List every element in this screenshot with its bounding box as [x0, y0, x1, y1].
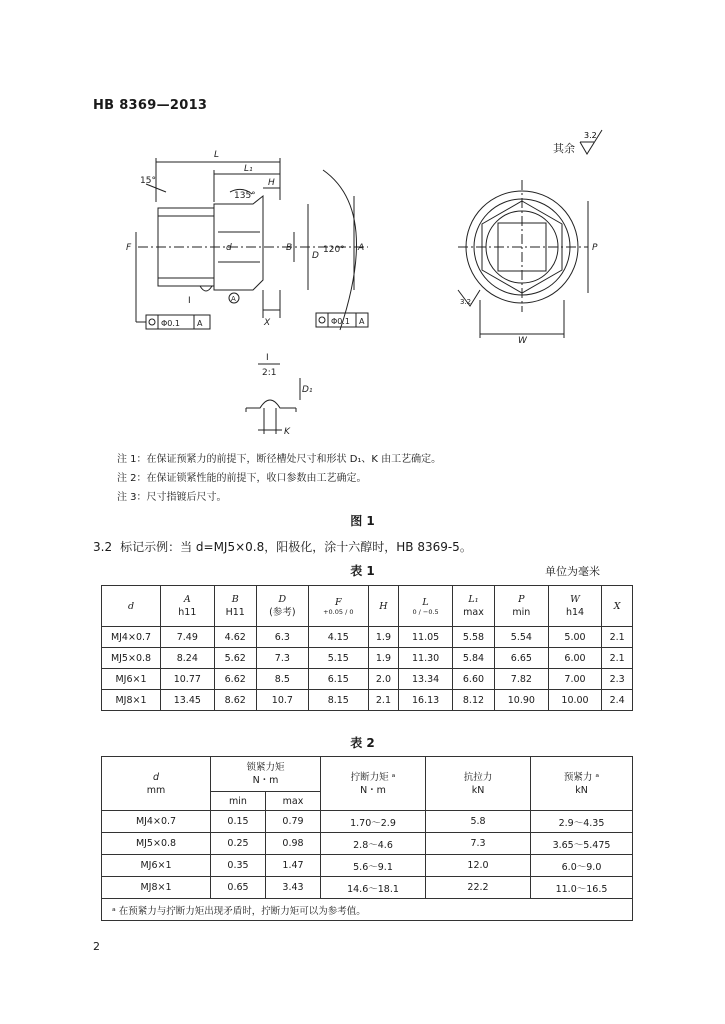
label-hex-roughness: 3.2 — [460, 298, 472, 306]
table1-cell: 11.05 — [399, 627, 453, 648]
nut-drawing — [118, 140, 618, 345]
table1-header-row — [102, 586, 633, 627]
table2-header-max: max — [266, 792, 321, 811]
table1-cell: 6.15 — [308, 669, 368, 690]
tolerance-right-ref: A — [359, 317, 365, 326]
table2-cell: 1.70～2.9 — [321, 811, 426, 833]
table1-cell: 10.7 — [256, 690, 308, 711]
table2-cell: 11.0～16.5 — [531, 877, 633, 899]
table1-cell: MJ4×0.7 — [102, 627, 161, 648]
table1-cell: 5.15 — [308, 648, 368, 669]
table1-row — [102, 648, 633, 669]
table2-header-d: d mm — [102, 757, 211, 811]
roughness-label: 其余 — [553, 142, 575, 155]
table2-header-min: min — [211, 792, 266, 811]
table1-cell: 8.12 — [452, 690, 494, 711]
table2-footnote-row — [102, 899, 633, 921]
figure-notes — [117, 450, 441, 507]
table1-cell: 2.1 — [602, 627, 633, 648]
roughness-value: 3.2 — [584, 131, 597, 140]
table2-header-locking: 锁紧力矩 N・m — [211, 757, 321, 792]
table2-cell: 12.0 — [426, 855, 531, 877]
table1-cell: 5.54 — [495, 627, 549, 648]
table2-cell: 3.43 — [266, 877, 321, 899]
figure-title: 图 1 — [350, 514, 375, 528]
table2-cell: 14.6～18.1 — [321, 877, 426, 899]
table2-cell: MJ5×0.8 — [102, 833, 211, 855]
label-W: W — [518, 336, 527, 345]
label-L1: L₁ — [244, 164, 253, 174]
table1-header-P: P min — [495, 586, 549, 627]
table1-cell: 7.49 — [161, 627, 215, 648]
table1-header-L1: L₁ max — [452, 586, 494, 627]
table1-header-F: F +0.05 / 0 — [308, 586, 368, 627]
table1-header-W: W h14 — [548, 586, 602, 627]
table1-row — [102, 627, 633, 648]
table2-cell: 5.8 — [426, 811, 531, 833]
table2-title: 表 2 — [350, 736, 375, 750]
label-A: A — [358, 243, 365, 253]
table1-cell: 4.15 — [308, 627, 368, 648]
table1-cell: 2.3 — [602, 669, 633, 690]
table2-header-breaking: 拧断力矩 ᵃ N・m — [321, 757, 426, 811]
table1-header-L: L 0 / −0.5 — [399, 586, 453, 627]
detail-number: I — [266, 353, 269, 363]
table1-header-d: d — [102, 586, 161, 627]
table1-cell: 8.15 — [308, 690, 368, 711]
table2-cell: 0.79 — [266, 811, 321, 833]
section-text: 标记示例：当 d=MJ5×0.8，阳极化，涂十六醇时，HB 8369-5。 — [120, 540, 472, 554]
table1-cell: 7.00 — [548, 669, 602, 690]
table-1 — [101, 585, 633, 711]
label-B: B — [286, 243, 293, 253]
label-F: F — [126, 243, 132, 253]
table2-cell: MJ6×1 — [102, 855, 211, 877]
tolerance-right-value: Φ0.1 — [331, 317, 351, 326]
table2-cell: 7.3 — [426, 833, 531, 855]
table2-cell: 0.98 — [266, 833, 321, 855]
table2-cell: MJ4×0.7 — [102, 811, 211, 833]
tolerance-left-ref: A — [197, 319, 203, 328]
table-2 — [101, 756, 633, 921]
table2-header-tensile: 抗拉力 kN — [426, 757, 531, 811]
table1-cell: 16.13 — [399, 690, 453, 711]
label-H: H — [268, 178, 275, 188]
note-2: 注 2：在保证锁紧性能的前提下，收口参数由工艺确定。 — [117, 473, 367, 484]
table1-row — [102, 690, 633, 711]
table2-row — [102, 811, 633, 833]
table1-cell: 7.82 — [495, 669, 549, 690]
table1-header-X: X — [602, 586, 633, 627]
table2-header-preload: 预紧力 ᵃ kN — [531, 757, 633, 811]
table2-row — [102, 855, 633, 877]
table1-cell: 6.65 — [495, 648, 549, 669]
table1-cell: 5.84 — [452, 648, 494, 669]
table1-cell: 2.4 — [602, 690, 633, 711]
table1-cell: MJ8×1 — [102, 690, 161, 711]
table1-cell: 1.9 — [368, 627, 399, 648]
table1-cell: 8.24 — [161, 648, 215, 669]
table1-cell: 2.0 — [368, 669, 399, 690]
table1-cell: 6.00 — [548, 648, 602, 669]
table2-cell: MJ8×1 — [102, 877, 211, 899]
table1-cell: 10.90 — [495, 690, 549, 711]
label-135deg: 135° — [234, 191, 256, 201]
table2-cell: 2.8～4.6 — [321, 833, 426, 855]
table1-header-A: A h11 — [161, 586, 215, 627]
label-K: K — [284, 427, 290, 437]
label-P: P — [592, 243, 598, 253]
table1-header-B: B H11 — [214, 586, 256, 627]
table1-cell: 11.30 — [399, 648, 453, 669]
label-d: d — [226, 243, 232, 253]
table1-cell: 1.9 — [368, 648, 399, 669]
label-D1: D₁ — [302, 385, 313, 395]
section-number: 3.2 — [93, 540, 113, 554]
table1-cell: 2.1 — [368, 690, 399, 711]
table1-cell: 6.3 — [256, 627, 308, 648]
note-1: 注 1：在保证预紧力的前提下，断径槽处尺寸和形状 D₁、K 由工艺确定。 — [117, 454, 442, 465]
table2-cell: 0.15 — [211, 811, 266, 833]
label-15deg: 15° — [140, 176, 156, 186]
table2-cell: 22.2 — [426, 877, 531, 899]
label-I: I — [188, 296, 191, 306]
table2-row — [102, 877, 633, 899]
table1-cell: MJ6×1 — [102, 669, 161, 690]
table1-cell: 13.45 — [161, 690, 215, 711]
table2-cell: 2.9～4.35 — [531, 811, 633, 833]
label-D: D — [312, 251, 319, 261]
table1-cell: 8.5 — [256, 669, 308, 690]
table2-cell: 1.47 — [266, 855, 321, 877]
table1-cell: MJ5×0.8 — [102, 648, 161, 669]
table2-row — [102, 833, 633, 855]
page-number: 2 — [93, 940, 100, 953]
label-L: L — [214, 150, 220, 160]
table1-cell: 6.62 — [214, 669, 256, 690]
table1-cell: 10.00 — [548, 690, 602, 711]
table1-cell: 10.77 — [161, 669, 215, 690]
table1-cell: 5.00 — [548, 627, 602, 648]
section-3-2 — [93, 538, 472, 555]
detail-scale: 2:1 — [262, 368, 277, 378]
table1-cell: 4.62 — [214, 627, 256, 648]
table2-cell: 0.65 — [211, 877, 266, 899]
table1-header-H: H — [368, 586, 399, 627]
table2-cell: 3.65～5.475 — [531, 833, 633, 855]
table1-cell: 13.34 — [399, 669, 453, 690]
table2-cell: 6.0～9.0 — [531, 855, 633, 877]
table1-cell: 7.3 — [256, 648, 308, 669]
table1-cell: 5.58 — [452, 627, 494, 648]
table1-cell: 6.60 — [452, 669, 494, 690]
label-X: X — [264, 318, 271, 328]
tolerance-left-value: Φ0.1 — [161, 319, 181, 328]
table2-header-row — [102, 757, 633, 792]
table2-footnote: ᵃ 在预紧力与拧断力矩出现矛盾时，拧断力矩可以为参考值。 — [102, 899, 633, 921]
table1-unit: 单位为毫米 — [545, 565, 600, 578]
table1-cell: 2.1 — [602, 648, 633, 669]
table1-title: 表 1 — [350, 564, 375, 578]
table1-row — [102, 669, 633, 690]
table2-cell: 5.6～9.1 — [321, 855, 426, 877]
detail-view — [238, 350, 328, 440]
standard-header: HB 8369—2013 — [93, 98, 208, 113]
table2-cell: 0.35 — [211, 855, 266, 877]
table1-cell: 8.62 — [214, 690, 256, 711]
label-120deg: 120° — [323, 245, 345, 255]
note-3: 注 3：尺寸指镀后尺寸。 — [117, 492, 227, 503]
label-circle-A: A — [231, 295, 236, 303]
table2-cell: 0.25 — [211, 833, 266, 855]
table1-cell: 5.62 — [214, 648, 256, 669]
table1-header-D: D (参考) — [256, 586, 308, 627]
